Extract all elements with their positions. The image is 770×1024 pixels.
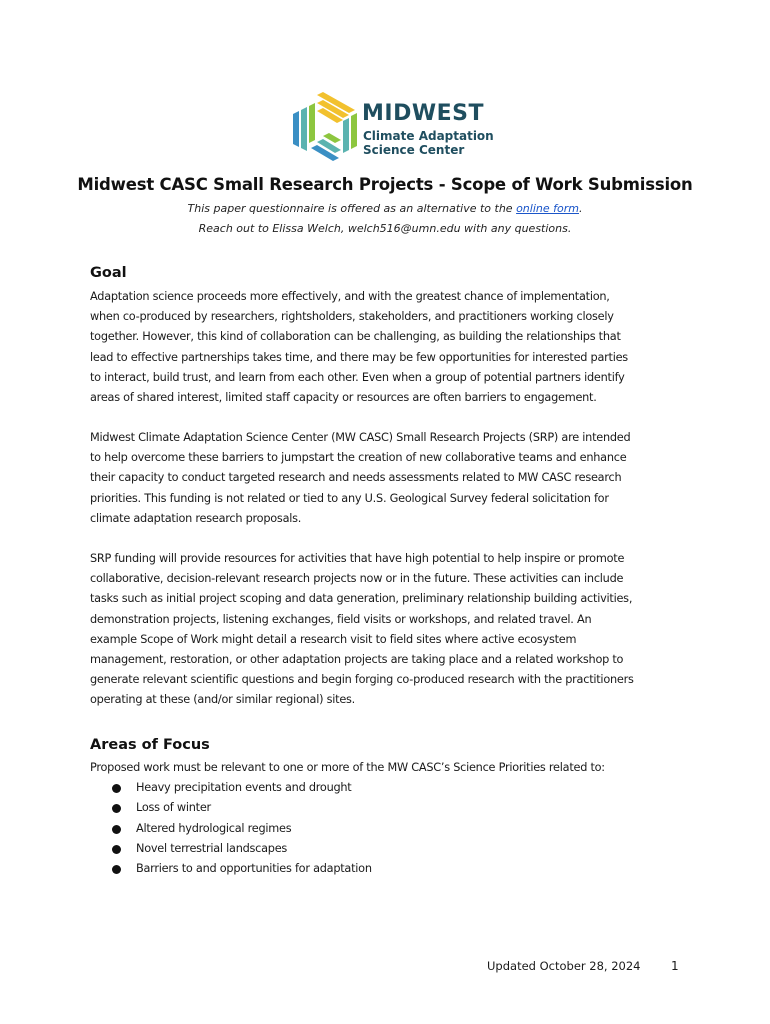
bullet-icon bbox=[112, 865, 121, 874]
list-item-text: Altered hydrological regimes bbox=[136, 821, 292, 835]
paragraph-line: to interact, build trust, and learn from each other. Even when a group of potential partners identify bbox=[90, 370, 625, 384]
list-item-text: Novel terrestrial landscapes bbox=[136, 841, 288, 855]
list-item-text: Loss of winter bbox=[136, 801, 211, 815]
paragraph-line: Midwest Climate Adaptation Science Center (MW CASC) Small Research Projects (SRP) are intended bbox=[90, 431, 631, 444]
subtitle-suffix: . bbox=[578, 202, 583, 215]
paragraph-line: priorities. This funding is not related or tied to any U.S. Geological Survey federal solicitation for bbox=[90, 491, 609, 505]
paragraph-line: lead to effective partnerships takes time, and there may be few opportunities for interested parties bbox=[90, 350, 628, 364]
list-item bbox=[108, 819, 372, 839]
paragraph-line: together. However, this kind of collaboration can be challenging, as building the relationships that bbox=[90, 330, 621, 344]
areas-intro bbox=[90, 758, 690, 778]
paragraph-line: Proposed work must be relevant to one or more of the MW CASC’s Science Priorities related to: bbox=[90, 761, 605, 774]
list-item bbox=[108, 839, 372, 859]
paragraph-line: collaborative, decision-relevant research projects now or in the future. These activities can include bbox=[90, 572, 624, 586]
list-item bbox=[108, 859, 372, 879]
paragraph-line: their capacity to conduct targeted research and needs assessments related to MW CASC research bbox=[90, 471, 622, 485]
paragraph-line: management, restoration, or other adaptation projects are taking place and a related workshop to bbox=[90, 653, 624, 667]
hexagon-logo-icon bbox=[287, 92, 359, 164]
paragraph-line: to help overcome these barriers to jumpstart the creation of new collaborative teams and enhance bbox=[90, 451, 627, 465]
list-item bbox=[108, 778, 372, 798]
page-number: 1 bbox=[671, 959, 679, 973]
list-item bbox=[108, 798, 372, 818]
subtitle-contact: Reach out to Elissa Welch, welch516@umn.edu with any questions. bbox=[198, 222, 572, 235]
goal-heading: Goal bbox=[90, 265, 127, 281]
bullet-icon bbox=[112, 845, 121, 854]
logo-wordmark: MIDWEST bbox=[362, 101, 484, 126]
goal-paragraph-2 bbox=[90, 428, 690, 529]
paragraph-line: when co-produced by researchers, rightsholders, stakeholders, and practitioners working closely bbox=[90, 310, 614, 324]
paragraph-line: demonstration projects, listening exchanges, field visits or workshops, and related travel. An bbox=[90, 612, 592, 626]
subtitle-prefix: This paper questionnaire is offered as an alternative to the bbox=[187, 202, 517, 215]
list-item-text: Heavy precipitation events and drought bbox=[136, 781, 352, 794]
document-title: Midwest CASC Small Research Projects - Scope of Work Submission bbox=[77, 175, 693, 194]
updated-date: Updated October 28, 2024 bbox=[487, 959, 641, 973]
paragraph-line: generate relevant scientific questions and begin forging co-produced research with the practitioners bbox=[90, 673, 634, 687]
bullet-icon bbox=[112, 825, 121, 834]
areas-of-focus-heading: Areas of Focus bbox=[90, 737, 210, 753]
paragraph-line: SRP funding will provide resources for activities that have high potential to help inspire or promote bbox=[90, 552, 625, 565]
science-priorities-list bbox=[108, 778, 372, 879]
midwest-casc-logo bbox=[287, 92, 494, 164]
paragraph-line: Adaptation science proceeds more effectively, and with the greatest chance of implementation, bbox=[90, 290, 610, 303]
paragraph-line: areas of shared interest, limited staff capacity or resources are often barriers to engagement. bbox=[90, 391, 597, 405]
list-item-text: Barriers to and opportunities for adaptation bbox=[136, 862, 372, 876]
bullet-icon bbox=[112, 784, 121, 793]
goal-paragraph-3 bbox=[90, 549, 690, 711]
paragraph-line: climate adaptation research proposals. bbox=[90, 511, 302, 525]
goal-paragraph-1 bbox=[90, 287, 690, 408]
online-form-link[interactable]: online form bbox=[516, 202, 579, 215]
paragraph-line: example Scope of Work might detail a research visit to field sites where active ecosystem bbox=[90, 632, 577, 646]
bullet-icon bbox=[112, 804, 121, 813]
paragraph-line: tasks such as initial project scoping and data generation, preliminary relationship building activities, bbox=[90, 592, 633, 606]
logo-subtitle-line1: Climate Adaptation bbox=[363, 129, 494, 143]
subtitle-alternative bbox=[0, 202, 770, 216]
paragraph-line: operating at these (and/or similar regional) sites. bbox=[90, 693, 355, 707]
logo-subtitle-line2: Science Center bbox=[363, 143, 465, 157]
